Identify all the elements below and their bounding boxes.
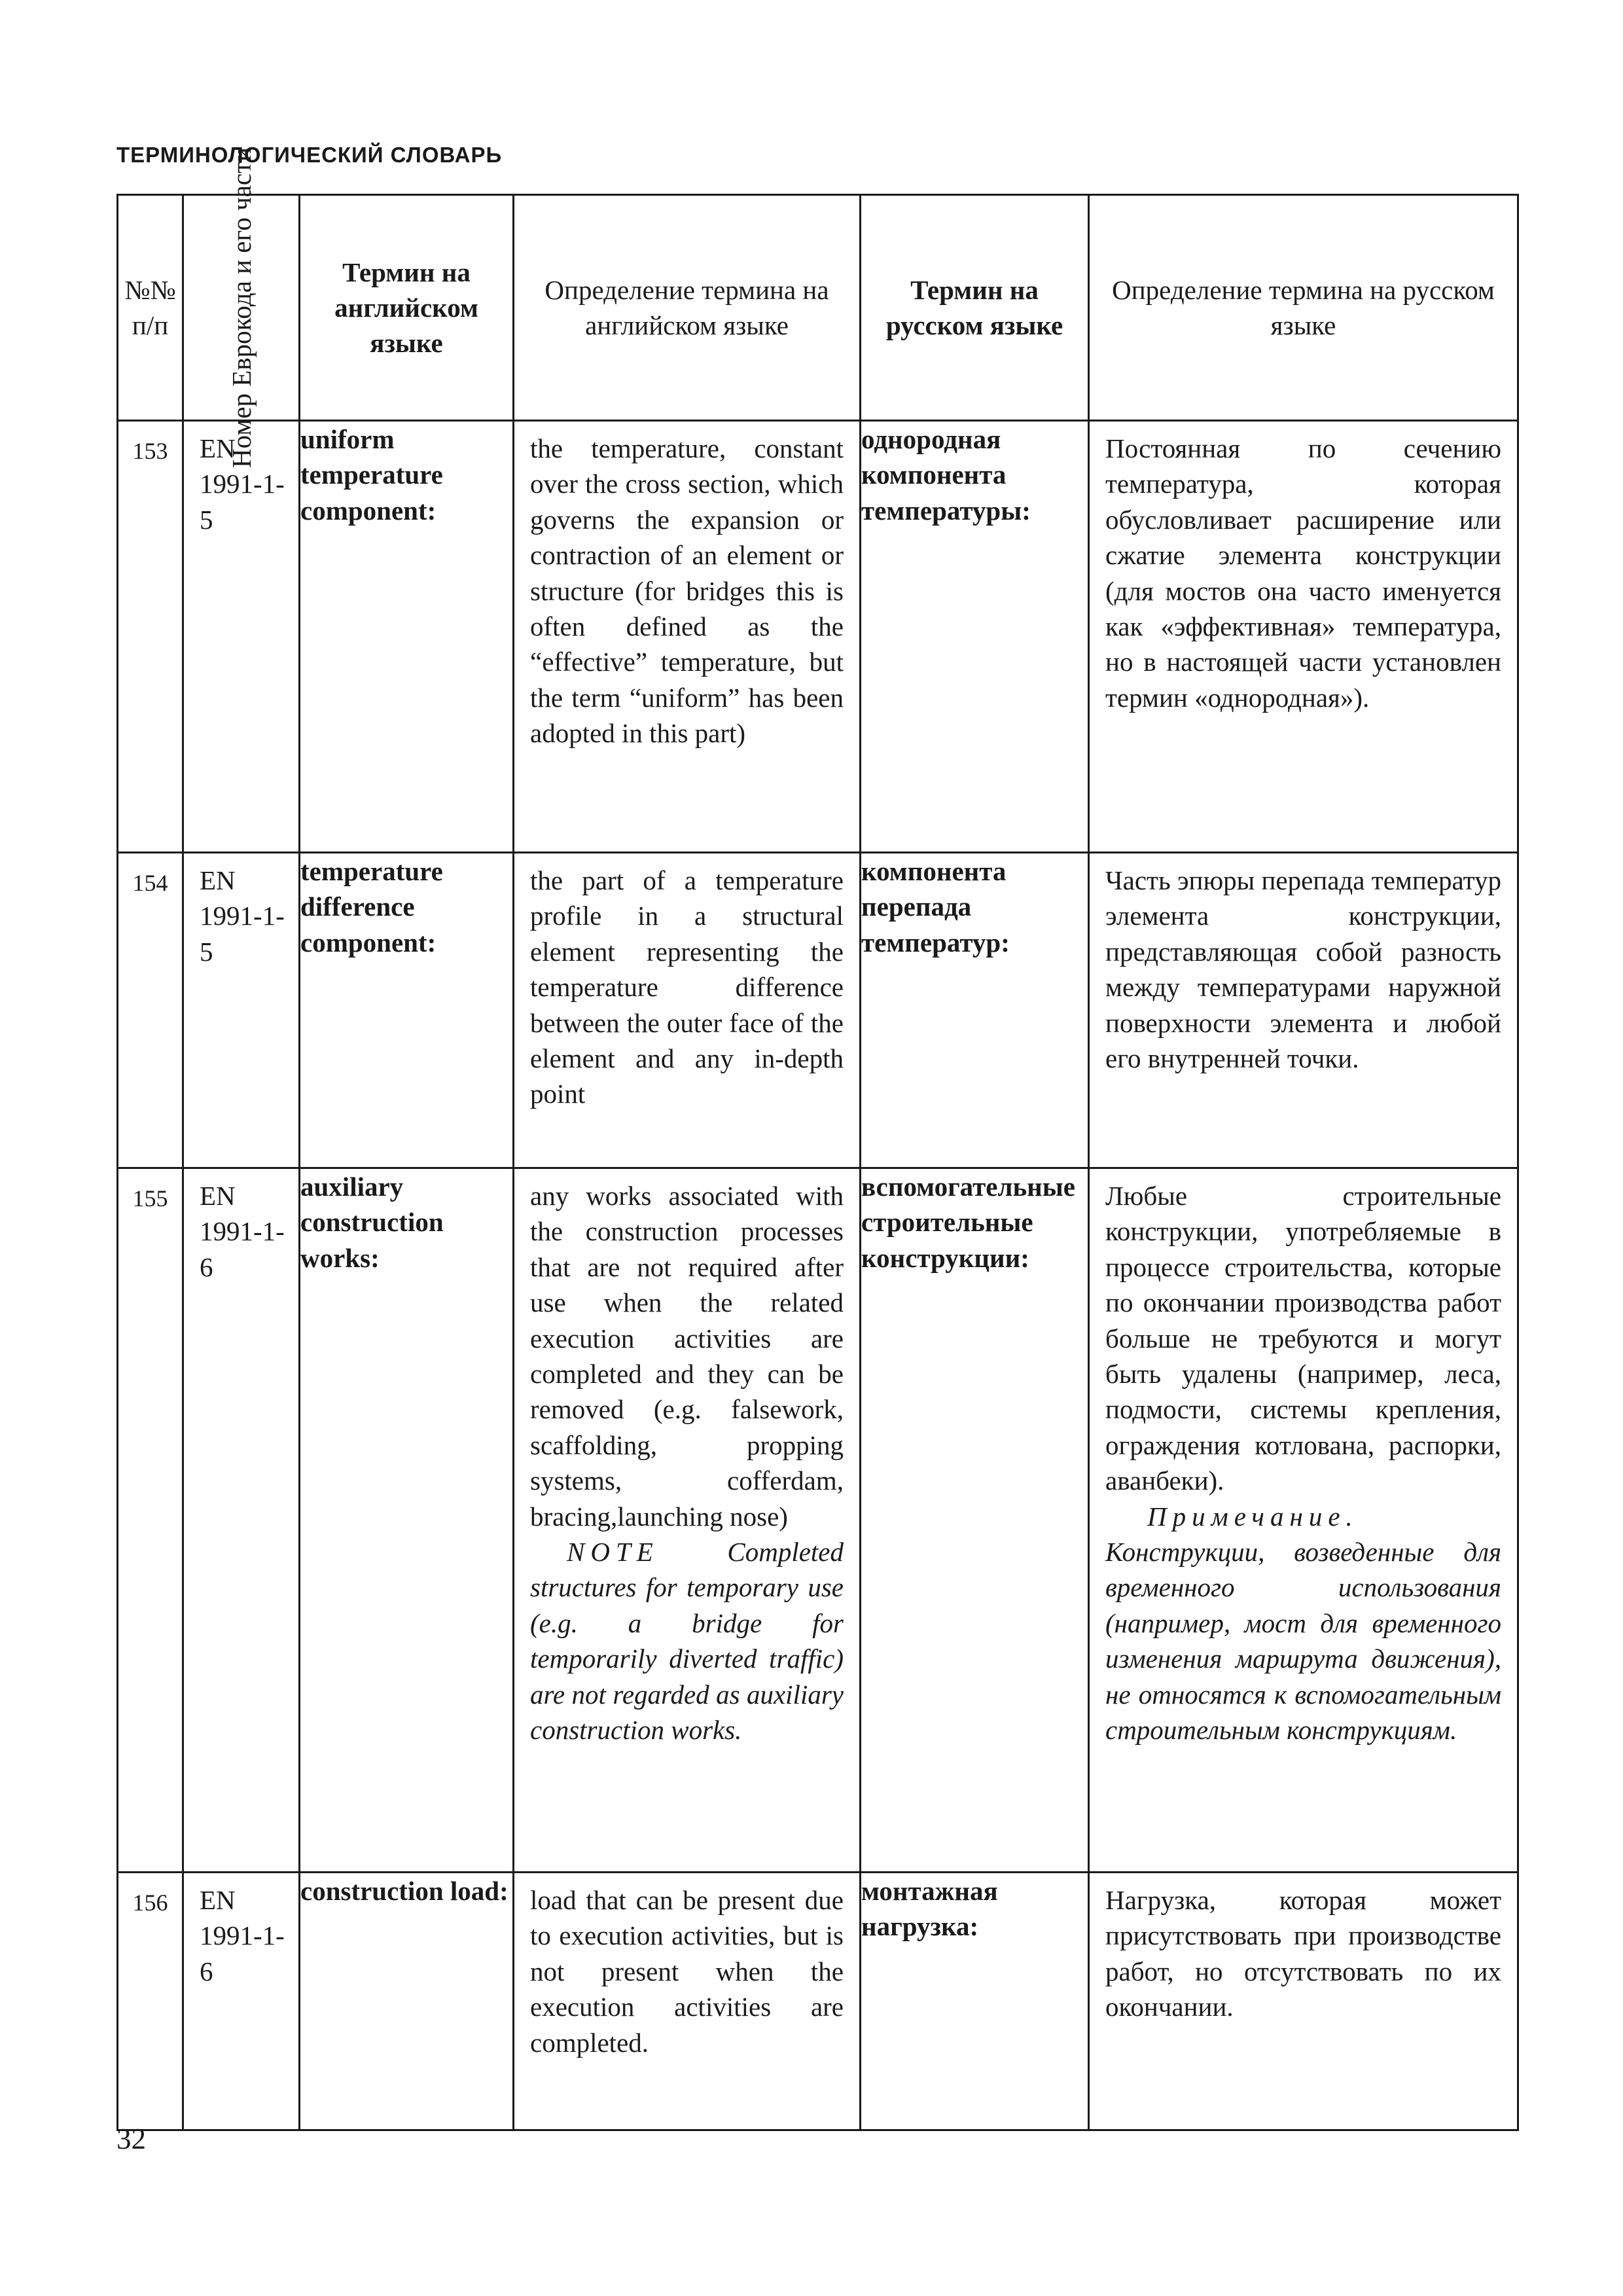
term-en: uniform temperature component: — [300, 421, 514, 853]
note-ru-label: Примечание. — [1147, 1501, 1359, 1532]
eurocode-ref: EN 1991-1-5 — [183, 421, 300, 853]
note-ru — [1105, 1499, 1501, 1748]
table-row — [118, 1873, 1518, 2130]
table-row — [118, 853, 1518, 1168]
term-ru: вспомогательные строительные конструкции: — [861, 1168, 1089, 1873]
header-term-en: Термин на английском языке — [300, 195, 514, 421]
header-term-ru: Термин на русском языке — [861, 195, 1089, 421]
row-number: 155 — [118, 1168, 183, 1873]
term-ru: монтажная нагрузка: — [861, 1873, 1089, 2130]
definition-en: the temperature, constant over the cross section, which governs the expansion or contraction of an element or structure (for bridges this is often defined as the “effective” temperature, but the term “uniform” has been adopted in this part) — [514, 421, 861, 853]
header-def-en: Определение термина на английском языке — [514, 195, 861, 421]
eurocode-ref: EN 1991-1-5 — [183, 853, 300, 1168]
header-row — [118, 195, 1518, 421]
table-row — [118, 1168, 1518, 1873]
table-row — [118, 421, 1518, 853]
term-en: construction load: — [300, 1873, 514, 2130]
note-ru-text: Конструкции, возведенные для временного использования (например, мост для временного изменения маршрута движения), не относятся к вспомогательным строительным конструкциям. — [1105, 1537, 1501, 1746]
eurocode-ref: EN 1991-1-6 — [183, 1168, 300, 1873]
page-number: 32 — [116, 2123, 146, 2155]
row-number: 154 — [118, 853, 183, 1168]
term-ru: однородная компонента температуры: — [861, 421, 1089, 853]
definition-en: load that can be present due to execution activities, but is not present when the execution activities are completed. — [514, 1873, 861, 2130]
header-eurocode — [183, 147, 300, 468]
definition-en-text: any works associated with the construction processes that are not required after use when the related execution activities are completed and they can be removed (e.g. falsework, scaffolding, propping systems, cofferdam, bracing,launching nose) — [530, 1181, 844, 1532]
header-def-ru: Определение термина на русском языке — [1089, 195, 1518, 421]
definition-en — [514, 1168, 861, 1873]
definition-ru: Нагрузка, которая может присутствовать при производстве работ, но отсутствовать по их окончании. — [1089, 1873, 1518, 2130]
definition-ru — [1089, 1168, 1518, 1873]
header-eurocode-text: Номер Еврокода и его части — [226, 147, 257, 468]
term-en: auxiliary construction works: — [300, 1168, 514, 1873]
eurocode-ref: EN 1991-1-6 — [183, 1873, 300, 2130]
row-number: 156 — [118, 1873, 183, 2130]
definition-ru: Часть эпюры перепада температур элемента конструкции, представляющая собой разность между температурами наружной поверхности элемента и любой его внутренней точки. — [1089, 853, 1518, 1168]
running-head: ТЕРМИНОЛОГИЧЕСКИЙ СЛОВАРЬ — [116, 143, 503, 167]
row-number: 153 — [118, 421, 183, 853]
note-en — [530, 1534, 844, 1748]
note-en-text: Completed structures for temporary use (e.g. a bridge for temporarily diverted traffic) are not regarded as auxiliary construction works. — [530, 1537, 844, 1746]
note-en-label: NOTE — [567, 1537, 659, 1568]
definition-ru: Постоянная по сечению температура, которая обусловливает расширение или сжатие элемента конструкции (для мостов она часто именуется как «эффективная» температура, но в настоящей части установлен термин «однородная»). — [1089, 421, 1518, 853]
term-en: temperature difference component: — [300, 853, 514, 1168]
header-num: №№ п/п — [118, 195, 183, 421]
definition-en: the part of a temperature profile in a structural element representing the temperature difference between the outer face of the element and any in-depth point — [514, 853, 861, 1168]
term-ru: компонента перепада температур: — [861, 853, 1089, 1168]
definition-ru-text: Любые строительные конструкции, употребляемые в процессе строительства, которые по окончании производства работ больше не требуются и могут быть удалены (например, леса, подмости, системы крепления, ограждения котлована, распорки, аванбеки). — [1105, 1181, 1501, 1496]
